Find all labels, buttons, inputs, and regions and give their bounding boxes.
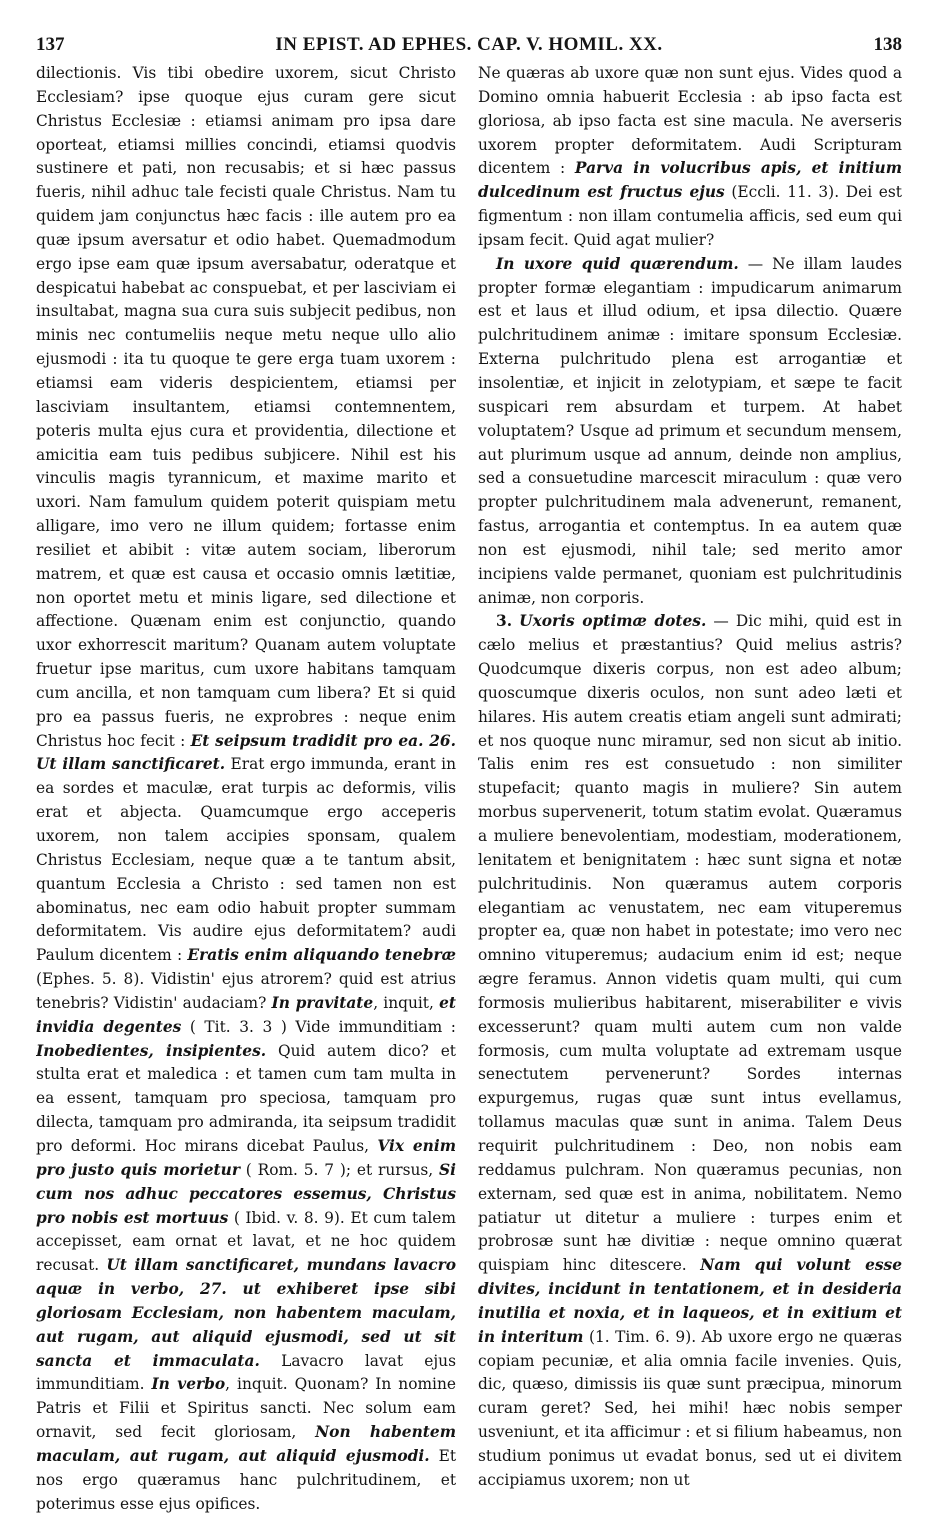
right-paragraph-1 — [478, 62, 902, 253]
scripture-quote: Nam qui volunt esse divites, incidunt in tentationem, et in desideria inutilia et noxia, et in laqueos, et in exitium et in interitum — [478, 1256, 902, 1346]
body-text: Lavacro lavat ejus immunditiam. — [36, 1351, 456, 1394]
scripture-quote: Non habentem maculam, aut rugam, aut aliquid ejusmodi. — [36, 1423, 456, 1465]
page-number-right: 138 — [873, 34, 902, 55]
body-text: (Eccli. 11. 3). Dei est figmentum : non illam contumelia afficis, sed eum qui ipsam fecit. Quid agat mulier? — [478, 183, 902, 249]
right-paragraph-2 — [478, 253, 902, 611]
scripture-quote: Inobedientes, insipientes. — [36, 1041, 267, 1060]
scripture-quote: In pravitate — [271, 993, 374, 1012]
scripture-quote: Parva in volucribus apis, et initium dulcedinum est fructus ejus — [478, 159, 902, 202]
running-title: IN EPIST. AD EPHES. CAP. V. HOMIL. XX. — [275, 34, 663, 55]
body-text: — Ne illam laudes propter formæ elegantiam : impudicarum animarum est et laus et illud odium, et ipsa dilectio. Quære pulchritudinem animæ : imitare sponsum Ecclesiæ. Externa pulchritudo plena est arrogantiæ et insolentiæ, et injicit in zelotypiam, et sæpe te facit suspicari rem absurdam et turpem. At habet voluptatem? Usque ad primum et secundum mensem, aut plurimum usque ad annum, deinde non amplius, sed a consuetudine marcescit miraculum : quæ vero propter pulchritudinem mala advenerunt, remanent, fastus, arrogantia et contemptus. In ea autem quæ non est ejusmodi, nihil tale; sed merito amor incipiens valde permanet, quoniam est pulchritudinis animæ, non corporis. — [478, 254, 902, 607]
body-text: (Ephes. 5. 8). Vidistin' ejus atrorem? quid est atrius tenebris? Vidistin' audaciam? — [36, 970, 456, 1012]
scripture-quote: In verbo — [151, 1375, 226, 1394]
body-text: , inquit. Quonam? In nomine Patris et Filii et Spiritus sancti. Nec solum eam ornavit, sed fecit gloriosam, — [36, 1375, 456, 1442]
body-text: , inquit, — [373, 993, 434, 1012]
scripture-quote: Ut illam sanctificaret, mundans lavacro aquæ in verbo, 27. ut exhiberet ipse sibi gloriosam Ecclesiam, non habentem maculam, aut rugam, aut aliquid ejusmodi, sed ut sit sancta et immaculata. — [36, 1256, 456, 1370]
body-text: ( Ibid. v. 8. 9). Et cum talem accepisset, eam ornat et lavat, et ne hoc quidem recusat. — [36, 1208, 456, 1275]
body-text: ( Rom. 5. 7 ); et rursus, — [245, 1160, 434, 1179]
body-text: Erat ergo immunda, erant in ea sordes et maculæ, erat turpis ac deformis, vilis erat et abjecta. Quamcumque ergo acceperis uxorem, non talem accipies sponsam, qualem Christus Ecclesiam, neque quæ a te tantum absit, quantum Ecclesia a Christo : sed tamen non est abominatus, nec eam odio habuit propter summam deformitatem. Vis audire ejus deformitatem? audi Paulum dicentem : — [36, 755, 456, 965]
scripture-quote: et invidia degentes — [36, 993, 456, 1036]
body-text: (1. Tim. 6. 9). Ab uxore ergo ne quæras copiam pecuniæ, et alia omnia facile invenies. Quis, dic, quæso, dimissis iis quæ sunt præcipua, minorum curam geret? Sed, hei mihi! hæc nobis semper usveniunt, et ita afficimur : et si filium habeamus, non studium ponimus ut evadat bonus, sed ut ei divitem accipiamus uxorem; non ut — [478, 1327, 902, 1489]
scripture-quote: Si cum nos adhuc peccatores essemus, Christus pro nobis est mortuus — [36, 1160, 456, 1227]
left-column — [36, 62, 456, 1522]
page-number-left: 137 — [36, 34, 65, 55]
body-text: Ne quæras ab uxore quæ non sunt ejus. Vides quod a Domino omnia habuerit Ecclesia : ab ipso facta est gloriosa, ab ipso facta est sine macula. Ne averseris uxorem propter deformitatem. Audi Scripturam dicentem : — [478, 64, 902, 178]
page-header — [36, 30, 902, 60]
left-paragraph — [36, 62, 456, 1516]
section-heading: Uxoris optimæ dotes. — [519, 612, 707, 631]
body-text: dilectionis. Vis tibi obedire uxorem, sicut Christo Ecclesiam? ipse quoque ejus curam gere sicut Christus Ecclesiæ : etiamsi animam pro ipsa dare oporteat, etiamsi millies concindi, etiamsi quodvis sustinere et pati, non recusabis; et si hæc passus fueris, nihil adhuc tale fecisti quale Christus. Nam tu quidem jam conjunctus hæc facis : ille autem pro ea quæ ipsum aversatur et odio habet. Quemadmodum ergo ipse eam quæ ipsum aversabatur, oderatque et despicatui habebat ac conspuebat, et per lasciviam ei insultabat, magna sua cura suis subjecit pedibus, non minis nec contumeliis neque metu neque ullo alio ejusmodi : ita tu quoque te gere erga tuam uxorem : etiamsi eam videris despicientem, etiamsi per lasciviam insultantem, etiamsi contemnentem, poteris multa ejus cura et providentia, dilectione et amicitia eam tuis pedibus subjicere. Nihil est his vinculis magis tyrannicum, et maxime marito et uxori. Nam famulum quidem poterit quispiam metu alligare, imo vero ne illum quidem; fortasse enim resiliet et abibit : vitæ autem sociam, liberorum matrem, et quæ est causa et occasio omnis lætitiæ, non oportet metu et minis ligare, sed dilectione et affectione. Quænam enim est conjunctio, quando uxor exhorrescit maritum? Quanam autem voluptate fruetur ipse maritus, cum uxore habitans tamquam cum ancilla, et non tamquam cum libera? Et si quid pro ea passus fueris, ne exprobres : neque enim Christus hoc fecit : — [36, 64, 456, 750]
body-text: Quid autem dico? et stulta erat et maledica : et tamen cum tam multa in ea essent, tamquam pro speciosa, tamquam pro dilecta, tamquam pro admiranda, ita seipsum tradidit pro deformi. Hoc mirans dicebat Paulus, — [36, 1041, 456, 1155]
body-text: Et nos ergo quæramus hanc pulchritudinem, et poterimus esse ejus opifices. — [36, 1446, 456, 1513]
scripture-quote: Et seipsum tradidit pro ea. 26. Ut illam sanctificaret. — [36, 731, 456, 774]
section-number: 3. — [496, 612, 513, 631]
scripture-quote: Eratis enim aliquando tenebræ — [187, 946, 456, 965]
right-paragraph-3 — [478, 610, 902, 1492]
scripture-quote: Vix enim pro justo quis morietur — [36, 1136, 456, 1179]
right-column — [478, 62, 902, 1522]
body-text: — Dic mihi, quid est in cælo melius et præstantius? Quid melius astris? Quodcumque dixeris corpus, non est adeo album; quoscumque dixeris oculos, non sunt adeo læti et hilares. His autem creatis etiam angeli sunt admirati; et nos quoque nunc miramur, sed non sicut ab initio. Talis enim res est consuetudo : non similiter stupefacit; quanto magis in muliere? Sin autem morbus supervenerit, totum statim evolat. Quæramus a muliere benevolentiam, modestiam, moderationem, lenitatem et benignitatem : hæc sunt signa et notæ pulchritudinis. Non quæramus autem corporis elegantiam ac venustatem, nec eam vituperemus propter ea, quæ non habet in potestate; imo vero nec omnino vituperemus; audacium enim id est; neque ægre feramus. Annon videtis quam multi, qui cum formosis mulieribus habitarent, miserabiliter e vivis excesserunt? quam multi autem cum non valde formosis, cum multa voluptate ad extremam usque senectutem pervenerunt? Sordes internas expurgemus, rugas quæ sunt intus evellamus, tollamus maculas quæ sunt in anima. Talem Deus requirit pulchritudinem : Deo, non nobis eam reddamus pulchram. Non quæramus pecunias, non externam, sed quæ est in anima, nobilitatem. Nemo patiatur ut ditetur a muliere : turpes enim et probrosæ sunt hæ divitiæ : neque omnino quærat quispiam hinc ditescere. — [478, 612, 902, 1275]
body-text: ( Tit. 3. 3 ) Vide immunditiam : — [189, 1017, 456, 1036]
section-heading: In uxore quid quærendum. — [496, 254, 739, 273]
